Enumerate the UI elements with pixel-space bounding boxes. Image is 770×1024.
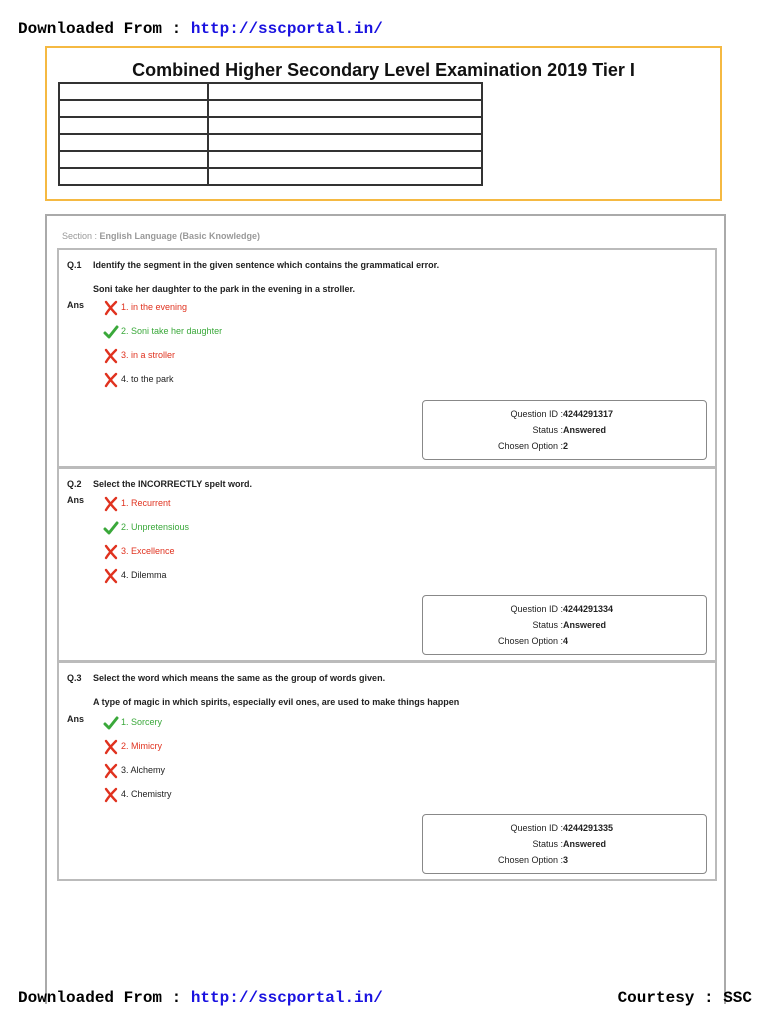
question-paper [45, 214, 726, 1004]
option-label: 3. Alchemy [121, 765, 166, 775]
sscportal-link[interactable]: http://sscportal.in/ [190, 989, 383, 1007]
ans-label: Ans [67, 714, 85, 724]
check-icon [103, 324, 119, 340]
question-stem: Identify the segment in the given sentence which contains the grammatical error. [93, 260, 440, 270]
cross-icon [103, 787, 119, 803]
option-4 [103, 371, 174, 387]
sscportal-link[interactable]: http://sscportal.in/ [190, 20, 383, 38]
question-id-value: 4244291317 [563, 409, 614, 419]
cross-icon [103, 300, 119, 316]
question-id-label: Question ID : [510, 409, 563, 419]
cross-icon [103, 544, 119, 560]
option-3 [103, 347, 175, 363]
check-icon [103, 520, 119, 536]
option-label: 2. Unpretensious [121, 522, 190, 532]
question-subtext: Soni take her daughter to the park in the evening in a stroller. [93, 284, 356, 294]
question-id-label: Question ID : [510, 823, 563, 833]
status-label: Status : [532, 839, 563, 849]
exam-title: Combined Higher Secondary Level Examination 2019 Tier I [132, 60, 635, 80]
option-2 [103, 738, 162, 754]
status-value: Answered [563, 425, 607, 435]
option-3 [103, 762, 165, 778]
question-id-value: 4244291334 [563, 604, 614, 614]
exam-header [45, 46, 722, 201]
option-4 [103, 567, 167, 583]
option-label: 1. Recurrent [121, 498, 171, 508]
chosen-option-value: 4 [563, 636, 569, 646]
question-text [67, 479, 252, 489]
chosen-option-value: 3 [563, 855, 569, 865]
option-label: 1. in the evening [121, 302, 188, 312]
question-stem: Select the word which means the same as the group of words given. [93, 673, 386, 683]
option-label: 1. Sorcery [121, 717, 163, 727]
option-2 [103, 323, 222, 339]
status-value: Answered [563, 839, 607, 849]
question-block [57, 661, 717, 881]
option-label: 2. Mimicry [121, 741, 162, 751]
question-id-value: 4244291335 [563, 823, 614, 833]
download-banner-top [18, 20, 383, 38]
option-2 [103, 519, 189, 535]
section-name: English Language (Basic Knowledge) [99, 231, 261, 241]
ans-label: Ans [67, 300, 85, 310]
question-number: Q.1 [67, 260, 82, 270]
option-4 [103, 786, 172, 802]
status-label: Status : [532, 425, 563, 435]
option-label: 4. Chemistry [121, 789, 172, 799]
question-number: Q.3 [67, 673, 82, 683]
option-1 [103, 299, 187, 315]
chosen-option-label: Chosen Option : [497, 636, 563, 646]
question-text [67, 673, 385, 683]
option-label: 3. Excellence [121, 546, 175, 556]
section-heading [62, 231, 260, 241]
courtesy-text: Courtesy : SSC [617, 989, 752, 1007]
cross-icon [103, 372, 119, 388]
cross-icon [103, 763, 119, 779]
option-3 [103, 543, 175, 559]
question-number: Q.2 [67, 479, 82, 489]
status-label: Status : [532, 620, 563, 630]
chosen-option-value: 2 [563, 441, 569, 451]
option-label: 2. Soni take her daughter [121, 326, 223, 336]
chosen-option-label: Chosen Option : [497, 441, 563, 451]
question-subtext: A type of magic in which spirits, especially evil ones, are used to make things happen [93, 697, 460, 707]
answer-info-box [422, 814, 707, 874]
candidate-info-table [58, 82, 483, 186]
question-block [57, 467, 717, 662]
ans-label: Ans [67, 495, 85, 505]
cross-icon [103, 496, 119, 512]
download-banner-bottom [18, 989, 383, 1007]
question-id-label: Question ID : [510, 604, 563, 614]
answer-info-box [422, 400, 707, 460]
option-label: 4. Dilemma [121, 570, 167, 580]
cross-icon [103, 348, 119, 364]
download-prefix: Downloaded From : [18, 20, 191, 38]
option-label: 4. to the park [121, 374, 174, 384]
check-icon [103, 715, 119, 731]
option-label: 3. in a stroller [121, 350, 176, 360]
option-1 [103, 495, 171, 511]
question-stem: Select the INCORRECTLY spelt word. [93, 479, 253, 489]
cross-icon [103, 568, 119, 584]
answer-info-box [422, 595, 707, 655]
section-label: Section : [62, 231, 100, 241]
download-prefix: Downloaded From : [18, 989, 191, 1007]
option-1 [103, 714, 162, 730]
question-block [57, 248, 717, 468]
question-text [67, 260, 439, 270]
chosen-option-label: Chosen Option : [497, 855, 563, 865]
status-value: Answered [563, 620, 607, 630]
cross-icon [103, 739, 119, 755]
